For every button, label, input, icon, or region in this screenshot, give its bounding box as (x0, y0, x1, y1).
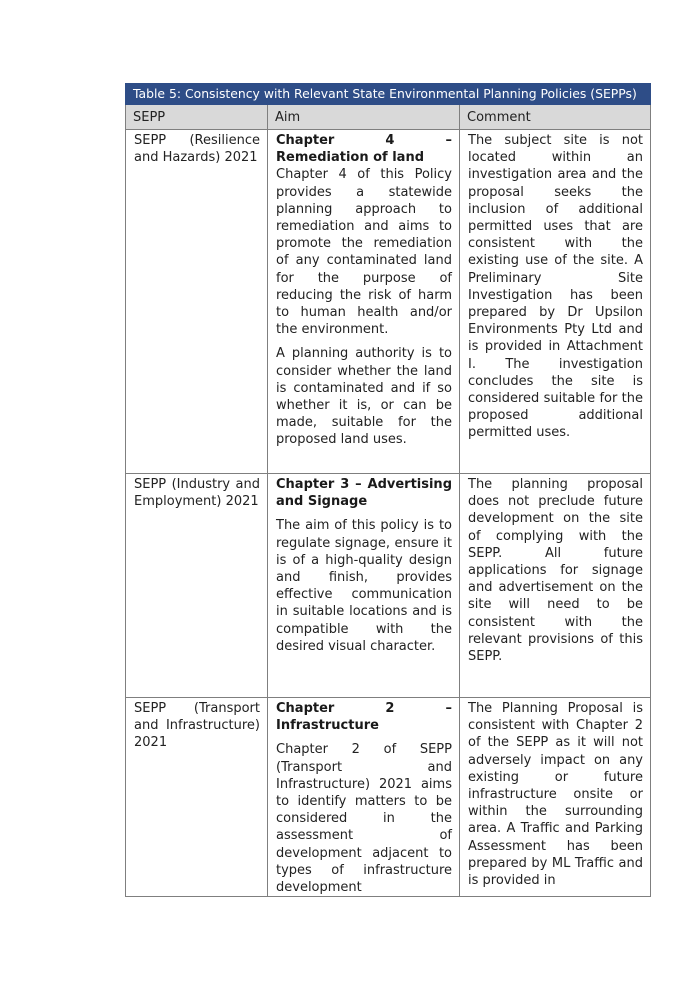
aim-paragraph: Chapter 4 of this Policy provides a statewide planning approach to remediation and aims to promote the remediation of any contaminated land for the purpose of reducing the risk of harm to human health and/or the environment. (276, 167, 452, 338)
header-comment: Comment (460, 105, 651, 130)
sepp-name: SEPP (Transport and Infrastructure) 2021 (134, 701, 260, 751)
table-caption-row (126, 84, 651, 105)
aim-title: Chapter 2 – Infrastructure (276, 701, 452, 734)
sepp-name: SEPP (Resilience and Hazards) 2021 (134, 133, 260, 166)
aim-paragraph: The aim of this policy is to regulate signage, ensure it is of a high-quality design and finish, provides effective communication in suitable locations and is compatible with the desired visual character. (276, 518, 452, 654)
cell-aim (268, 130, 460, 474)
comment-text: The subject site is not located within an investigation area and the proposal seeks the inclusion of additional permitted uses that are consistent with the existing use of the site. A Preliminary Site Investigation has been prepared by Dr Upsilon Environments Pty Ltd and is provided in Attachment I. The investigation concludes the site is considered suitable for the proposed additional permitted uses. (468, 133, 643, 441)
aim-title: Chapter 4 – Remediation of land (276, 133, 452, 166)
cell-comment (460, 698, 651, 897)
comment-text: The planning proposal does not preclude future development on the site of complying with the SEPP. All future applications for signage and advertisement on the site will need to be consistent with the relevant provisions of this SEPP. (468, 477, 643, 665)
aim-paragraph: A planning authority is to consider whether the land is contaminated and if so whether it is, or can be made, suitable for the proposed land uses. (276, 346, 452, 448)
sepp-name: SEPP (Industry and Employment) 2021 (134, 477, 260, 510)
header-aim: Aim (268, 105, 460, 130)
comment-text: The Planning Proposal is consistent with Chapter 2 of the SEPP as it will not adversely impact on any existing or future infrastructure onsite or within the surrounding area. A Traffic and Parking Assessment has been prepared by ML Traffic and is provided in (468, 701, 643, 889)
cell-aim (268, 698, 460, 897)
aim-title: Chapter 3 – Advertising and Signage (276, 477, 452, 510)
table-caption: Table 5: Consistency with Relevant State Environmental Planning Policies (SEPPs) (126, 84, 651, 105)
table-header-row (126, 105, 651, 130)
cell-sepp (126, 698, 268, 897)
table-row (126, 130, 651, 474)
header-sepp: SEPP (126, 105, 268, 130)
cell-comment (460, 130, 651, 474)
cell-comment (460, 474, 651, 698)
cell-sepp (126, 474, 268, 698)
table-row (126, 474, 651, 698)
cell-sepp (126, 130, 268, 474)
aim-paragraph: Chapter 2 of SEPP (Transport and Infrastructure) 2021 aims to identify matters to be considered in the assessment of development adjacent to types of infrastructure development (276, 742, 452, 896)
table-row (126, 698, 651, 897)
cell-aim (268, 474, 460, 698)
sepp-consistency-table (125, 83, 651, 897)
